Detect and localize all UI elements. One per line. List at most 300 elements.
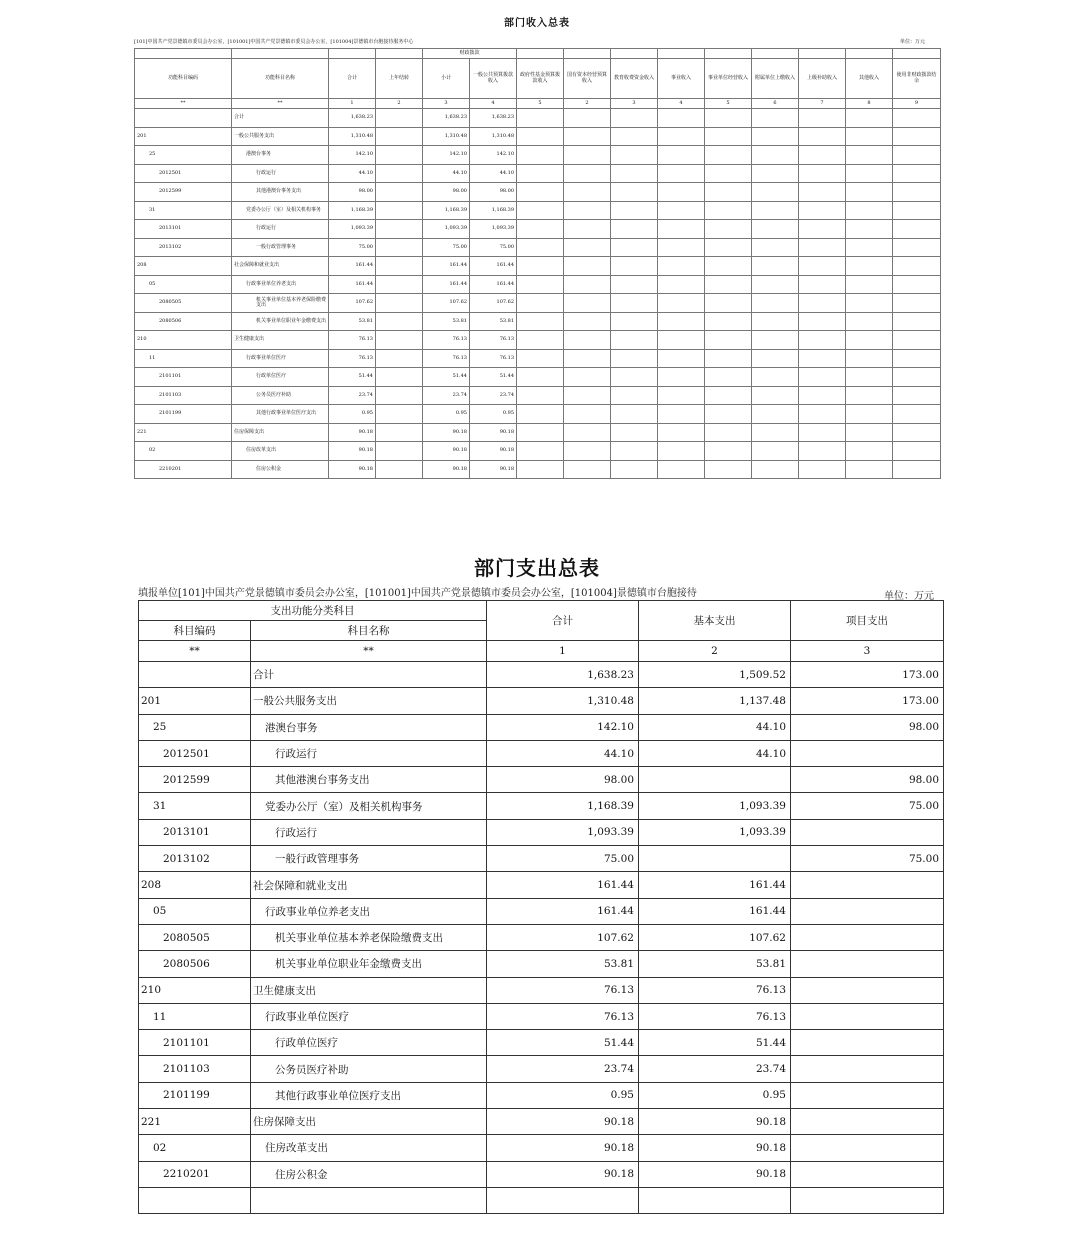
income-cell-empty xyxy=(611,349,658,368)
expense-cell-total: 90.18 xyxy=(487,1135,639,1161)
income-cell-empty xyxy=(611,164,658,183)
income-cell-name: 合计 xyxy=(232,109,329,128)
col-num: 1 xyxy=(487,641,639,662)
income-cell-empty xyxy=(376,127,423,146)
income-table-row xyxy=(135,146,941,165)
expense-header-name: 科目名称 xyxy=(251,621,487,641)
expense-cell-code: 2013101 xyxy=(139,819,251,845)
income-cell-empty xyxy=(705,127,752,146)
income-cell-empty xyxy=(517,349,564,368)
expense-group-header: 支出功能分类科目 xyxy=(139,601,487,621)
income-cell-empty xyxy=(611,460,658,479)
income-cell-total: 161.44 xyxy=(329,275,376,294)
income-cell-general-budget: 142.10 xyxy=(470,146,517,165)
expense-cell-project xyxy=(791,898,944,924)
income-table-row xyxy=(135,164,941,183)
income-cell-code: 201 xyxy=(135,127,232,146)
expense-table-row xyxy=(139,1003,944,1029)
income-cell-subtotal: 1,093.39 xyxy=(423,220,470,239)
income-filler-unit: [101]中国共产党景德镇市委员会办公室，[101001]中国共产党景德镇市委员会办公室，[101004]景德镇市台胞接待服务中心 xyxy=(134,39,414,45)
income-cell-empty xyxy=(705,220,752,239)
col-num: ** xyxy=(232,99,329,109)
expense-table-row xyxy=(139,872,944,898)
income-cell-empty xyxy=(893,386,941,405)
expense-cell-basic: 76.13 xyxy=(639,1003,791,1029)
income-cell-empty xyxy=(893,294,941,313)
income-cell-total: 1,093.39 xyxy=(329,220,376,239)
income-cell-empty xyxy=(611,201,658,220)
income-cell-total: 1,638.23 xyxy=(329,109,376,128)
income-cell-general-budget: 0.95 xyxy=(470,405,517,424)
income-header-blank xyxy=(232,49,329,59)
expense-cell-total: 98.00 xyxy=(487,767,639,793)
expense-cell-code: 2012501 xyxy=(139,740,251,766)
income-table-row xyxy=(135,257,941,276)
expense-cell-basic: 23.74 xyxy=(639,1056,791,1082)
income-cell-empty xyxy=(893,312,941,331)
income-cell-empty xyxy=(705,275,752,294)
expense-cell-total: 0.95 xyxy=(487,1082,639,1108)
expense-table-row xyxy=(139,688,944,714)
income-cell-empty xyxy=(564,294,611,313)
income-cell-empty xyxy=(611,220,658,239)
income-cell-empty xyxy=(846,442,893,461)
income-table-row xyxy=(135,405,941,424)
income-cell-name: 行政运行 xyxy=(232,164,329,183)
col-num: 3 xyxy=(611,99,658,109)
expense-table-row xyxy=(139,1056,944,1082)
expense-cell-basic: 44.10 xyxy=(639,740,791,766)
income-cell-empty xyxy=(376,386,423,405)
income-cell-name: 住房公积金 xyxy=(232,460,329,479)
expense-cell-project xyxy=(791,1082,944,1108)
income-cell-empty xyxy=(846,368,893,387)
expense-cell-name: 其他行政事业单位医疗支出 xyxy=(251,1082,487,1108)
expense-cell-code: 31 xyxy=(139,793,251,819)
income-cell-empty xyxy=(611,127,658,146)
income-header-blank xyxy=(611,49,658,59)
income-header-cell: 合计 xyxy=(329,59,376,99)
col-num: 1 xyxy=(329,99,376,109)
income-cell-empty xyxy=(799,405,846,424)
expense-table-row xyxy=(139,1109,944,1135)
expense-cell-project: 98.00 xyxy=(791,714,944,740)
income-cell-empty xyxy=(376,331,423,350)
expense-cell-code: 2101103 xyxy=(139,1056,251,1082)
income-cell-total: 76.13 xyxy=(329,331,376,350)
income-cell-subtotal: 142.10 xyxy=(423,146,470,165)
expense-cell-total: 1,310.48 xyxy=(487,688,639,714)
expense-cell-total: 1,168.39 xyxy=(487,793,639,819)
expense-cell-basic: 1,137.48 xyxy=(639,688,791,714)
expense-cell-name: 党委办公厅（室）及相关机构事务 xyxy=(251,793,487,819)
income-table-row xyxy=(135,386,941,405)
expense-unit-label: 单位：万元 xyxy=(884,591,934,602)
income-header-cell: 事业单位经营收入 xyxy=(705,59,752,99)
income-cell-empty xyxy=(517,405,564,424)
income-cell-empty xyxy=(846,294,893,313)
expense-summary-table xyxy=(138,600,944,1214)
income-header-cell: 功能科目名称 xyxy=(232,59,329,99)
income-cell-empty xyxy=(893,220,941,239)
income-cell-empty xyxy=(893,146,941,165)
expense-cell-project xyxy=(791,1135,944,1161)
income-cell-empty xyxy=(658,146,705,165)
income-cell-empty xyxy=(376,405,423,424)
col-num: ** xyxy=(251,641,487,662)
income-cell-empty xyxy=(705,109,752,128)
income-cell-empty xyxy=(893,405,941,424)
income-cell-empty xyxy=(658,405,705,424)
income-unit-label: 单位：万元 xyxy=(900,39,926,45)
income-cell-empty xyxy=(752,220,799,239)
income-cell-empty xyxy=(752,257,799,276)
income-cell-general-budget: 75.00 xyxy=(470,238,517,257)
income-cell-empty xyxy=(564,405,611,424)
income-cell-total: 23.74 xyxy=(329,386,376,405)
expense-cell-basic: 90.18 xyxy=(639,1109,791,1135)
income-cell-general-budget: 98.00 xyxy=(470,183,517,202)
income-cell-empty xyxy=(564,312,611,331)
income-cell-empty xyxy=(564,164,611,183)
income-table-row xyxy=(135,423,941,442)
expense-cell-total: 75.00 xyxy=(487,846,639,872)
income-cell-empty xyxy=(893,349,941,368)
expense-cell-name: 公务员医疗补助 xyxy=(251,1056,487,1082)
income-table-row xyxy=(135,220,941,239)
income-header-blank xyxy=(846,49,893,59)
expense-cell-basic: 90.18 xyxy=(639,1161,791,1187)
income-cell-empty xyxy=(564,238,611,257)
expense-header-project: 项目支出 xyxy=(791,601,944,641)
income-cell-empty xyxy=(705,331,752,350)
income-cell-name: 一般行政管理事务 xyxy=(232,238,329,257)
income-cell-total: 1,168.39 xyxy=(329,201,376,220)
income-cell-empty xyxy=(517,331,564,350)
income-cell-empty xyxy=(564,257,611,276)
income-header-blank xyxy=(564,49,611,59)
income-cell-empty xyxy=(799,442,846,461)
income-cell-empty xyxy=(611,183,658,202)
income-cell-empty xyxy=(752,201,799,220)
income-header-blank xyxy=(705,49,752,59)
income-cell-empty xyxy=(611,331,658,350)
expense-cell-empty xyxy=(139,1187,251,1213)
expense-cell-code: 2080506 xyxy=(139,951,251,977)
income-table-row xyxy=(135,109,941,128)
income-cell-empty xyxy=(564,423,611,442)
income-cell-empty xyxy=(893,423,941,442)
income-cell-empty xyxy=(705,312,752,331)
income-cell-total: 51.44 xyxy=(329,368,376,387)
income-cell-general-budget: 90.18 xyxy=(470,442,517,461)
income-cell-total: 76.13 xyxy=(329,349,376,368)
income-cell-code: 2080505 xyxy=(135,294,232,313)
expense-cell-project: 173.00 xyxy=(791,688,944,714)
income-cell-total: 90.18 xyxy=(329,460,376,479)
expense-cell-project xyxy=(791,1161,944,1187)
income-cell-empty xyxy=(611,109,658,128)
income-cell-name: 住房保障支出 xyxy=(232,423,329,442)
income-cell-name: 机关事业单位基本养老保险缴费支出 xyxy=(232,294,329,313)
income-cell-general-budget: 90.18 xyxy=(470,423,517,442)
income-cell-name: 卫生健康支出 xyxy=(232,331,329,350)
income-cell-empty xyxy=(517,201,564,220)
income-header-cell: 政府性基金预算拨款收入 xyxy=(517,59,564,99)
income-cell-empty xyxy=(564,386,611,405)
income-cell-empty xyxy=(846,183,893,202)
expense-table-row xyxy=(139,819,944,845)
expense-cell-project xyxy=(791,951,944,977)
income-cell-empty xyxy=(846,349,893,368)
expense-cell-total: 90.18 xyxy=(487,1161,639,1187)
income-cell-subtotal: 90.18 xyxy=(423,460,470,479)
income-cell-total: 53.81 xyxy=(329,312,376,331)
income-cell-code xyxy=(135,109,232,128)
income-header-cell: 教育收费资金收入 xyxy=(611,59,658,99)
income-cell-subtotal: 107.62 xyxy=(423,294,470,313)
income-cell-empty xyxy=(799,257,846,276)
expense-cell-name: 行政单位医疗 xyxy=(251,1030,487,1056)
income-cell-subtotal: 76.13 xyxy=(423,331,470,350)
expense-cell-basic: 44.10 xyxy=(639,714,791,740)
income-cell-general-budget: 53.81 xyxy=(470,312,517,331)
income-cell-empty xyxy=(752,312,799,331)
income-cell-name: 行政运行 xyxy=(232,220,329,239)
income-cell-empty xyxy=(752,349,799,368)
income-cell-code: 2101103 xyxy=(135,386,232,405)
income-cell-empty xyxy=(564,368,611,387)
col-num: 3 xyxy=(791,641,944,662)
expense-cell-code: 02 xyxy=(139,1135,251,1161)
expense-cell-basic: 1,509.52 xyxy=(639,662,791,688)
income-cell-empty xyxy=(752,423,799,442)
income-cell-empty xyxy=(376,312,423,331)
income-cell-empty xyxy=(893,201,941,220)
income-cell-empty xyxy=(752,146,799,165)
income-header-cell: 小计 xyxy=(423,59,470,99)
income-cell-empty xyxy=(611,238,658,257)
income-cell-empty xyxy=(893,257,941,276)
expense-column-numbers xyxy=(139,641,944,662)
income-header-blank xyxy=(329,49,376,59)
income-cell-name: 住房改革支出 xyxy=(232,442,329,461)
income-cell-empty xyxy=(799,312,846,331)
expense-cell-basic: 53.81 xyxy=(639,951,791,977)
income-cell-empty xyxy=(658,386,705,405)
income-cell-empty xyxy=(705,368,752,387)
income-cell-name: 其他行政事业单位医疗支出 xyxy=(232,405,329,424)
income-cell-empty xyxy=(517,127,564,146)
expense-table-row xyxy=(139,977,944,1003)
income-cell-empty xyxy=(376,442,423,461)
income-cell-empty xyxy=(846,238,893,257)
income-cell-total: 161.44 xyxy=(329,257,376,276)
income-table-row xyxy=(135,331,941,350)
income-cell-empty xyxy=(376,460,423,479)
expense-table-row xyxy=(139,714,944,740)
col-num: 5 xyxy=(517,99,564,109)
income-cell-empty xyxy=(846,257,893,276)
col-num: 4 xyxy=(470,99,517,109)
income-table-row xyxy=(135,238,941,257)
income-cell-empty xyxy=(752,368,799,387)
income-cell-empty xyxy=(564,109,611,128)
income-column-numbers xyxy=(135,99,941,109)
income-cell-empty xyxy=(658,238,705,257)
income-cell-code: 2012599 xyxy=(135,183,232,202)
expense-cell-code: 05 xyxy=(139,898,251,924)
income-cell-name: 行政事业单位医疗 xyxy=(232,349,329,368)
expense-cell-basic: 161.44 xyxy=(639,898,791,924)
income-cell-empty xyxy=(376,146,423,165)
income-cell-empty xyxy=(705,183,752,202)
income-table-row xyxy=(135,460,941,479)
income-cell-empty xyxy=(658,257,705,276)
income-table-row xyxy=(135,349,941,368)
expense-filler-unit: 填报单位[101]中国共产党景德镇市委员会办公室，[101001]中国共产党景德镇市委员会办公室，[101004]景德镇市台胞接待 xyxy=(138,588,697,599)
expense-table-row xyxy=(139,767,944,793)
income-cell-empty xyxy=(799,164,846,183)
income-cell-empty xyxy=(517,183,564,202)
income-cell-empty xyxy=(658,442,705,461)
income-cell-empty xyxy=(517,146,564,165)
income-cell-empty xyxy=(376,349,423,368)
expense-cell-empty xyxy=(639,1187,791,1213)
income-cell-empty xyxy=(376,220,423,239)
income-header-cell: 功能科目编码 xyxy=(135,59,232,99)
income-cell-general-budget: 1,310.48 xyxy=(470,127,517,146)
col-num: 2 xyxy=(564,99,611,109)
income-cell-general-budget: 90.18 xyxy=(470,460,517,479)
income-cell-empty xyxy=(846,275,893,294)
income-cell-name: 公务员医疗补助 xyxy=(232,386,329,405)
income-cell-empty xyxy=(658,127,705,146)
expense-cell-total: 23.74 xyxy=(487,1056,639,1082)
income-cell-empty xyxy=(517,220,564,239)
income-cell-general-budget: 76.13 xyxy=(470,331,517,350)
income-cell-empty xyxy=(658,294,705,313)
expense-cell-total: 51.44 xyxy=(487,1030,639,1056)
expense-table-row xyxy=(139,1135,944,1161)
income-cell-empty xyxy=(705,164,752,183)
income-cell-empty xyxy=(799,460,846,479)
expense-table-row xyxy=(139,740,944,766)
income-header-blank xyxy=(658,49,705,59)
income-cell-empty xyxy=(376,183,423,202)
income-cell-subtotal: 0.95 xyxy=(423,405,470,424)
income-cell-general-budget: 161.44 xyxy=(470,257,517,276)
income-cell-empty xyxy=(658,349,705,368)
income-cell-empty xyxy=(658,312,705,331)
income-cell-empty xyxy=(376,109,423,128)
income-cell-empty xyxy=(846,127,893,146)
income-cell-empty xyxy=(705,201,752,220)
income-cell-empty xyxy=(564,220,611,239)
expense-cell-project: 173.00 xyxy=(791,662,944,688)
col-num: 2 xyxy=(639,641,791,662)
income-cell-name: 其他港澳台事务支出 xyxy=(232,183,329,202)
income-cell-empty xyxy=(752,275,799,294)
expense-cell-name: 行政运行 xyxy=(251,740,487,766)
income-cell-empty xyxy=(705,386,752,405)
expense-cell-code: 201 xyxy=(139,688,251,714)
col-num: 3 xyxy=(423,99,470,109)
expense-cell-name: 社会保障和就业支出 xyxy=(251,872,487,898)
income-cell-code: 2101101 xyxy=(135,368,232,387)
expense-cell-total: 90.18 xyxy=(487,1109,639,1135)
income-header-blank xyxy=(752,49,799,59)
income-table-row xyxy=(135,183,941,202)
income-summary-table xyxy=(134,48,941,479)
income-cell-total: 90.18 xyxy=(329,423,376,442)
income-cell-empty xyxy=(564,183,611,202)
income-cell-empty xyxy=(893,238,941,257)
income-cell-general-budget: 44.10 xyxy=(470,164,517,183)
income-cell-empty xyxy=(517,460,564,479)
expense-cell-project xyxy=(791,740,944,766)
expense-cell-total: 161.44 xyxy=(487,898,639,924)
expense-cell-name: 合计 xyxy=(251,662,487,688)
income-cell-empty xyxy=(705,294,752,313)
expense-cell-code: 210 xyxy=(139,977,251,1003)
expense-cell-basic xyxy=(639,767,791,793)
income-header-cell: 上级补助收入 xyxy=(799,59,846,99)
income-cell-empty xyxy=(705,238,752,257)
income-cell-empty xyxy=(893,109,941,128)
income-cell-empty xyxy=(752,109,799,128)
income-cell-empty xyxy=(376,257,423,276)
income-cell-general-budget: 51.44 xyxy=(470,368,517,387)
income-table-row xyxy=(135,368,941,387)
income-cell-code: 210 xyxy=(135,331,232,350)
expense-cell-code xyxy=(139,662,251,688)
income-cell-empty xyxy=(705,349,752,368)
income-cell-empty xyxy=(658,164,705,183)
income-cell-empty xyxy=(799,201,846,220)
income-cell-code: 2012501 xyxy=(135,164,232,183)
income-cell-subtotal: 1,168.39 xyxy=(423,201,470,220)
expense-cell-name: 行政事业单位医疗 xyxy=(251,1003,487,1029)
income-cell-empty xyxy=(799,368,846,387)
income-cell-empty xyxy=(376,164,423,183)
income-cell-empty xyxy=(752,238,799,257)
expense-cell-project xyxy=(791,924,944,950)
income-cell-code: 208 xyxy=(135,257,232,276)
expense-cell-code: 25 xyxy=(139,714,251,740)
col-num: 4 xyxy=(658,99,705,109)
income-cell-empty xyxy=(658,109,705,128)
income-cell-empty xyxy=(611,405,658,424)
income-cell-empty xyxy=(517,312,564,331)
income-cell-empty xyxy=(893,331,941,350)
income-cell-empty xyxy=(893,275,941,294)
income-header-cell: 一般公共预算拨款收入 xyxy=(470,59,517,99)
income-cell-empty xyxy=(752,386,799,405)
expense-cell-empty xyxy=(791,1187,944,1213)
expense-table-row xyxy=(139,951,944,977)
income-cell-empty xyxy=(611,294,658,313)
expense-cell-name: 港澳台事务 xyxy=(251,714,487,740)
income-cell-empty xyxy=(846,109,893,128)
expense-cell-basic: 1,093.39 xyxy=(639,793,791,819)
expense-cell-name: 其他港澳台事务支出 xyxy=(251,767,487,793)
income-header-cell: 国有资本经营预算收入 xyxy=(564,59,611,99)
income-cell-empty xyxy=(564,442,611,461)
expense-cell-basic: 107.62 xyxy=(639,924,791,950)
income-cell-empty xyxy=(517,257,564,276)
expense-cell-code: 2101199 xyxy=(139,1082,251,1108)
